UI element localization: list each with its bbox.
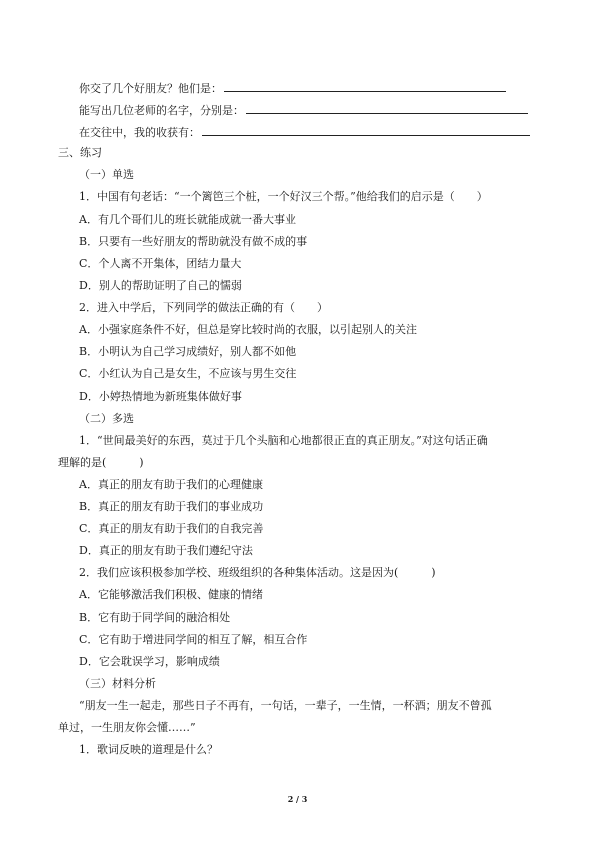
intro-line-friends: [79, 79, 506, 97]
friends-answer-blank[interactable]: [224, 79, 506, 92]
part3-q1: 1．歌词反映的道理是什么？: [79, 743, 218, 756]
part3-material-line1: “朋友一生一起走，那些日子不再有，一句话，一辈子，一生情，一杯酒；朋友不曾孤: [79, 699, 492, 712]
part1-q2-option-b: B．小明认为自己学习成绩好，别人都不如他: [79, 345, 297, 358]
part1-q2-option-a: A．小强家庭条件不好，但总是穿比较时尚的衣服，以引起别人的关注: [79, 323, 417, 336]
part2-q1-option-b: B．真正的朋友有助于我们的事业成功: [79, 500, 264, 513]
part2-q1-option-c: C．真正的朋友有助于我们的自我完善: [79, 522, 264, 535]
part2-q1-option-d: D．真正的朋友有助于我们遵纪守法: [79, 544, 253, 557]
part1-q2-option-c: C．小红认为自己是女生，不应该与男生交往: [79, 367, 297, 380]
gains-answer-blank[interactable]: [202, 123, 530, 136]
part2-q1-stem-line1: 1．“世间最美好的东西，莫过于几个头脑和心地都很正直的真正朋友。”对这句话正确: [79, 434, 488, 447]
part2-q2-stem: 2．我们应该积极参加学校、班级组织的各种集体活动。这是因为( ): [79, 566, 436, 579]
intro-teachers-text: 能写出几位老师的名字，分别是：: [79, 104, 244, 117]
part1-q2-option-d: D．小婷热情地为新班集体做好事: [79, 390, 242, 403]
part2-q2-option-c: C．它有助于增进同学间的相互了解，相互合作: [79, 633, 308, 646]
intro-line-teachers: [79, 101, 528, 119]
part2-q1-stem-line2: 理解的是( ): [58, 456, 144, 469]
page-number: 2 / 3: [287, 794, 308, 804]
part1-q1-stem: 1．中国有句老话：“一个篱笆三个桩，一个好汉三个帮。”他给我们的启示是（ ）: [79, 190, 488, 203]
part1-q1-option-d: D．别人的帮助证明了自己的懦弱: [79, 279, 242, 292]
part3-heading: （三）材料分析: [79, 677, 156, 690]
part2-q2-option-b: B．它有助于同学间的融洽相处: [79, 611, 231, 624]
part2-heading: （二）多选: [79, 412, 134, 425]
part1-q1-option-a: A．有几个哥们儿的班长就能成就一番大事业: [79, 213, 296, 226]
part2-q2-option-d: D．它会耽误学习，影响成绩: [79, 655, 220, 668]
part1-q2-stem: 2．进入中学后，下列同学的做法正确的有（ ）: [79, 301, 328, 314]
intro-line-gains: [79, 123, 530, 141]
part1-heading: （一）单选: [79, 168, 134, 181]
part1-q1-option-b: B．只要有一些好朋友的帮助就没有做不成的事: [79, 235, 308, 248]
intro-friends-text: 你交了几个好朋友？他们是：: [79, 82, 222, 95]
part2-q2-option-a: A．它能够激活我们积极、健康的情绪: [79, 588, 263, 601]
intro-gains-text: 在交往中，我的收获有：: [79, 126, 200, 139]
part3-material-line2: 单过，一生朋友你会懂……”: [58, 721, 196, 734]
part2-q1-option-a: A．真正的朋友有助于我们的心理健康: [79, 478, 263, 491]
section-title: 三、练习: [58, 146, 102, 159]
part1-q1-option-c: C．个人离不开集体，团结力量大: [79, 257, 242, 270]
teachers-answer-blank[interactable]: [246, 101, 528, 114]
